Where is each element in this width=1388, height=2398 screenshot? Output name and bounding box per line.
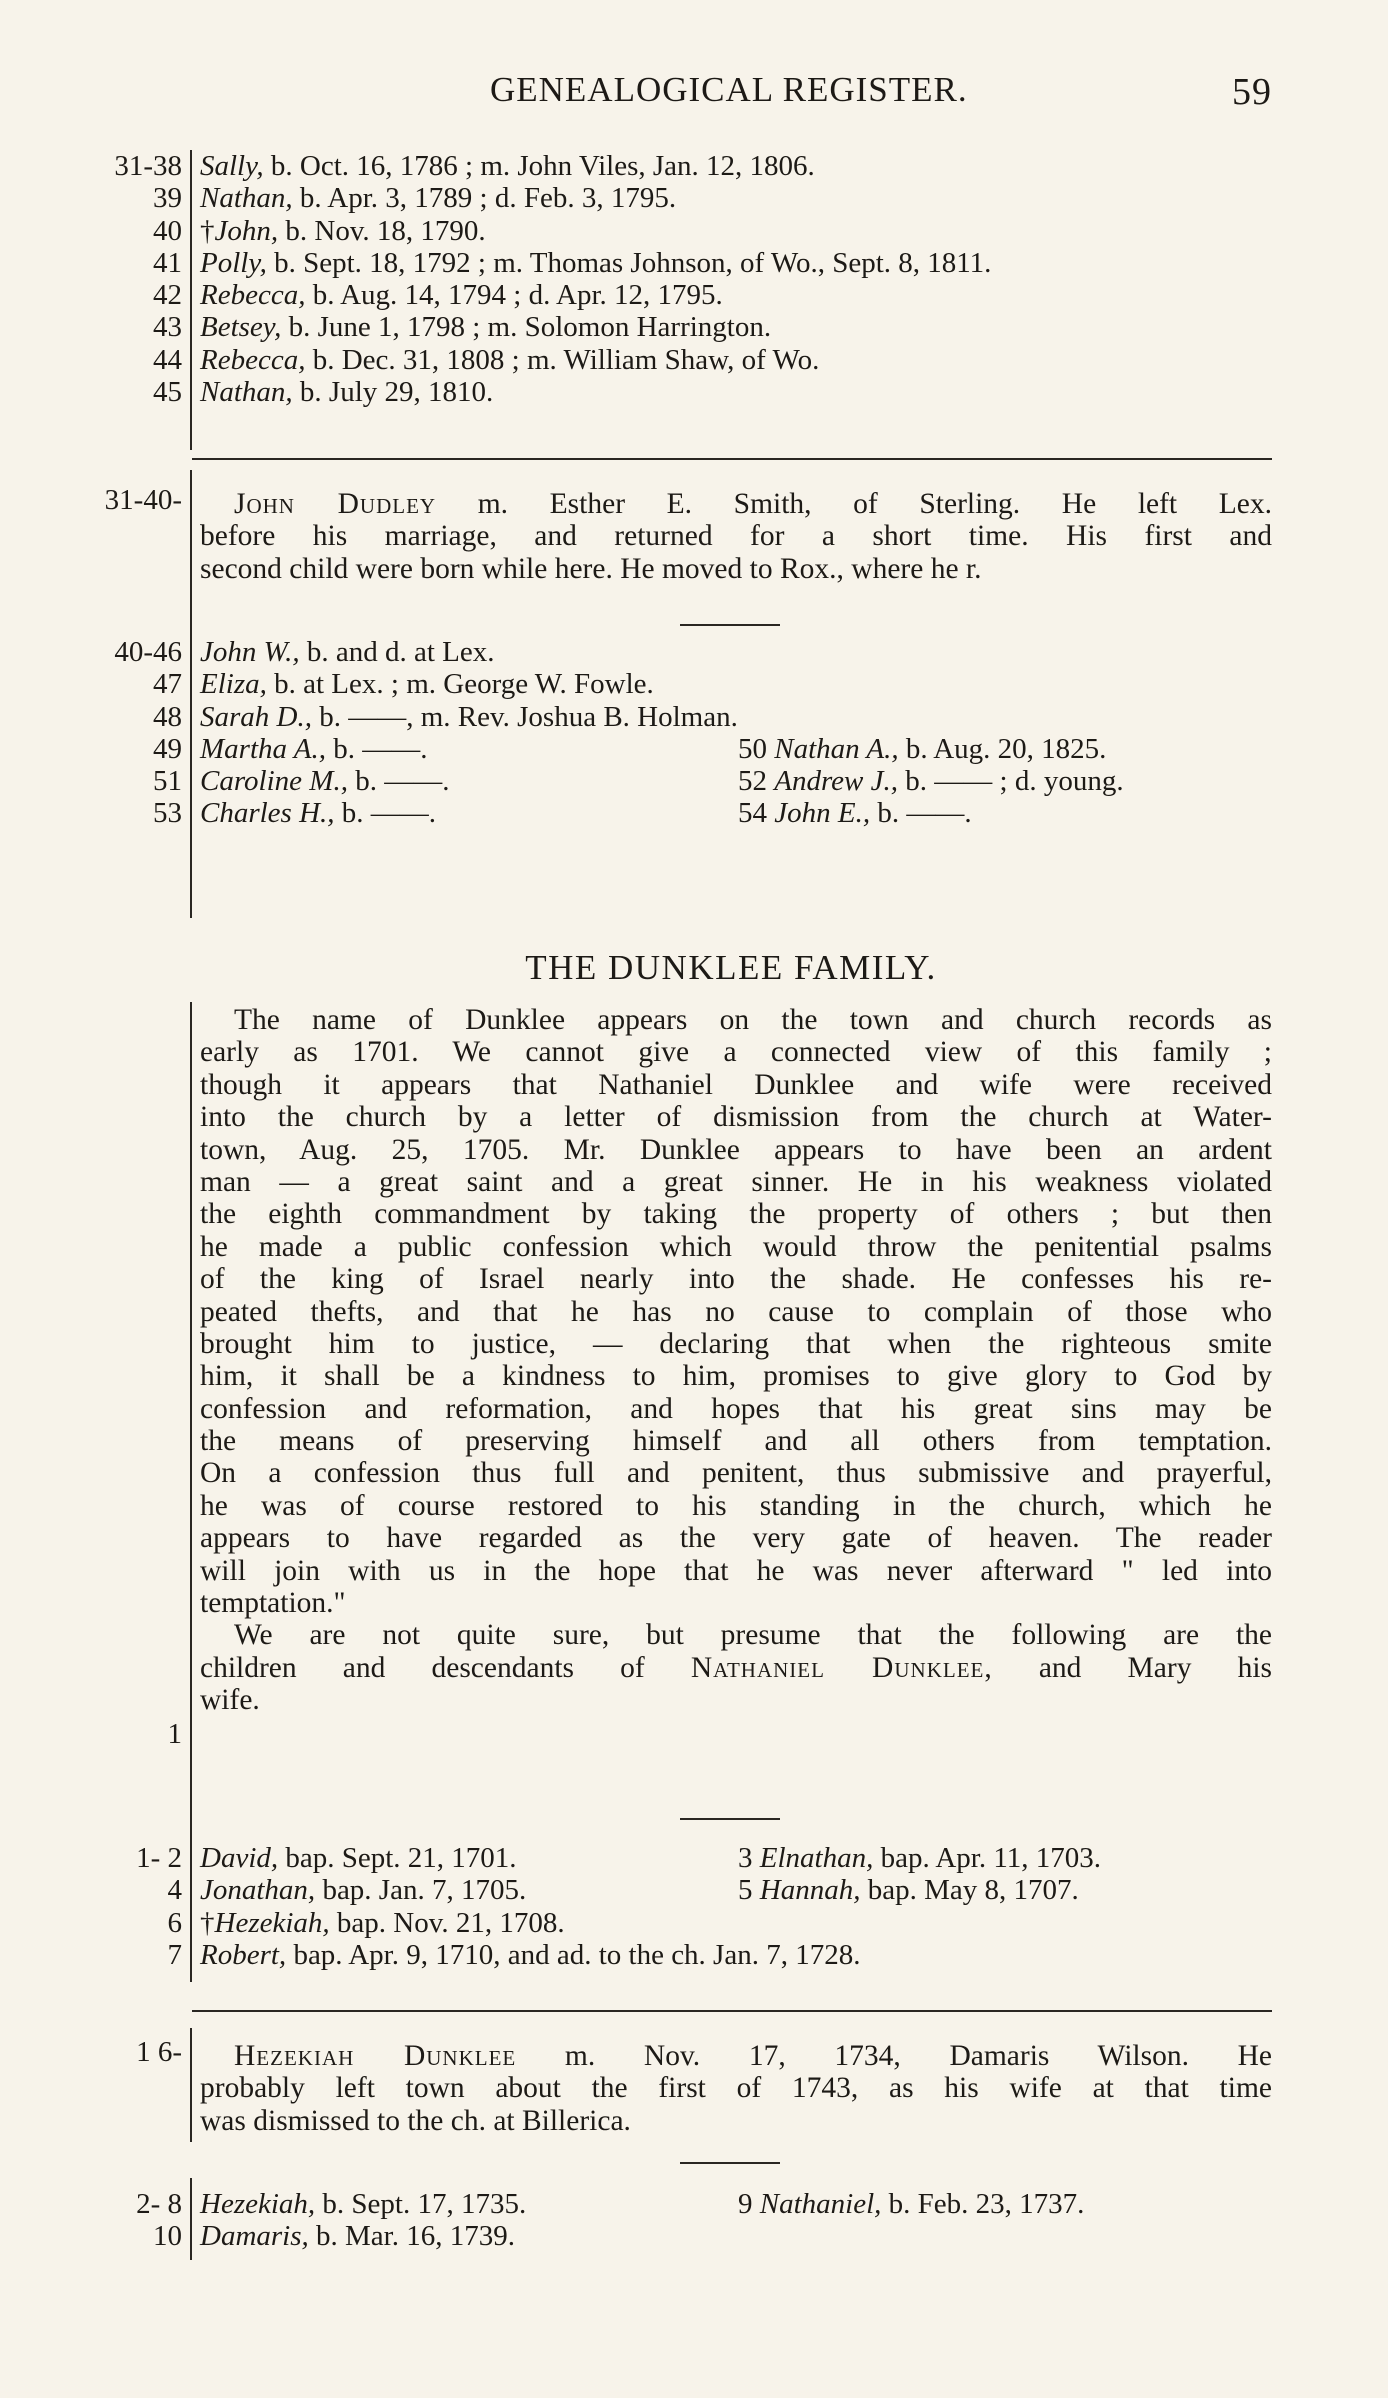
dagger-mark: † [200, 214, 215, 247]
list-item: 53 Charles H., b. ——. 54 John E., b. ——. [153, 797, 972, 830]
list-item: 51 Caroline M., b. ——. 52 Andrew J., b. —— ; d. young. [153, 765, 1124, 798]
list-item: 48 Sarah D., b. ——, m. Rev. Joshua B. Holman. [153, 700, 738, 733]
list-item: 2- 8 Hezekiah, b. Sept. 17, 1735. 9 Nathaniel, b. Feb. 23, 1737. [136, 2188, 1085, 2220]
list-item: 6 †Hezekiah, bap. Nov. 21, 1708. [167, 1906, 565, 1939]
list-item: 45 Nathan, b. July 29, 1810. [153, 376, 494, 409]
entry-number: 1 [167, 1718, 182, 1750]
running-title: GENEALOGICAL REGISTER. [490, 70, 968, 109]
short-divider [680, 1818, 780, 1820]
person-name: John Dudley [234, 488, 437, 520]
family-list-3 [50, 1842, 1272, 1971]
list-item: 44 Rebecca, b. Dec. 31, 1808 ; m. William Shaw, of Wo. [153, 343, 820, 376]
page-number: 59 [1232, 71, 1272, 113]
dagger-mark: † [200, 1906, 215, 1939]
section-divider [192, 2010, 1272, 2012]
person-name: Hezekiah Dunklee [234, 2040, 517, 2072]
section-title: THE DUNKLEE FAMILY. [525, 948, 937, 987]
list-item: 41 Polly, b. Sept. 18, 1792 ; m. Thomas Johnson, of Wo., Sept. 8, 1811. [153, 246, 992, 279]
entry-number: 1 6- [136, 2036, 182, 2068]
short-divider [680, 2162, 780, 2164]
list-item: 31-38 Sally, b. Oct. 16, 1786 ; m. John Viles, Jan. 12, 1806. [114, 150, 815, 182]
list-item: 7 Robert, bap. Apr. 9, 1710, and ad. to the ch. Jan. 7, 1728. [167, 1938, 861, 1971]
list-item: 49 Martha A., b. ——. 50 Nathan A., b. Aug. 20, 1825. [153, 732, 1107, 765]
section-divider [192, 458, 1272, 460]
short-divider [680, 624, 780, 626]
list-item: 42 Rebecca, b. Aug. 14, 1794 ; d. Apr. 12, 1795. [153, 279, 723, 312]
list-item: 43 Betsey, b. June 1, 1798 ; m. Solomon Harrington. [153, 311, 772, 344]
list-item: 10 Damaris, b. Mar. 16, 1739. [153, 2220, 515, 2253]
page-header [440, 70, 1272, 120]
hezekiah-paragraph: Hezekiah Dunklee m. Nov. 17, 1734, Damaris Wilson. He probably left town about the first of 1743, as his wife at that time was dismissed to the ch. at Billerica. [200, 2040, 1273, 2137]
dunklee-paragraph: The name of Dunklee appears on the town and church records as early as 1701. We cannot give a connected view of this family ; though it appears that Nathaniel Dunklee and wife were received into the church by a letter of dismission from the church at Water- town, Aug. 25, 1705. Mr. Dunklee appears to have been an ardent man — a great saint and a great sinner. He in his weakness violated the eighth commandment by taking the property of others ; but then he made a public confession which would throw the penitential psalms of the king of Israel nearly into the shade. He confesses his re- peated thefts, and that he has no cause to complain of those who brought him to justice, — declaring that when the righteous smite him, it shall be a kindness to him, promises to give glory to God by confession and reformation, and hopes that his great sins may be the means of preserving himself and all others from temptation. On a confession thus full and penitent, thus submissive and prayerful, he was of course restored to his standing in the church, which he appears to have regarded as the very gate of heaven. The reader will join with us in the hope that he was never afterward " led into temptation." We are not quite sure, but presume that the following are the children and descendants of Nathaniel Dunklee, and Mary his wife. [200, 1004, 1272, 1717]
column-rule [190, 1002, 192, 1982]
family-list-1 [50, 150, 1272, 408]
list-item: 47 Eliza, b. at Lex. ; m. George W. Fowle. [153, 668, 654, 701]
list-item: 40 †John, b. Nov. 18, 1790. [153, 214, 486, 247]
dudley-paragraph: John Dudley m. Esther E. Smith, of Sterling. He left Lex. before his marriage, and returned for a short time. His first and second child were born while here. He moved to Rox., where he r. [200, 488, 1272, 585]
list-item: 40-46 John W., b. and d. at Lex. [114, 636, 495, 668]
list-item: 39 Nathan, b. Apr. 3, 1789 ; d. Feb. 3, 1795. [153, 182, 677, 215]
list-item: 4 Jonathan, bap. Jan. 7, 1705. 5 Hannah, bap. May 8, 1707. [167, 1874, 1079, 1907]
family-list-4 [50, 2188, 1272, 2253]
person-name: Nathaniel Dunklee, [690, 1651, 993, 1684]
column-rule [190, 2028, 192, 2142]
list-item: 1- 2 David, bap. Sept. 21, 1701. 3 Elnathan, bap. Apr. 11, 1703. [136, 1842, 1102, 1874]
entry-number: 31-40- [104, 484, 182, 516]
family-list-2 [50, 636, 1272, 830]
